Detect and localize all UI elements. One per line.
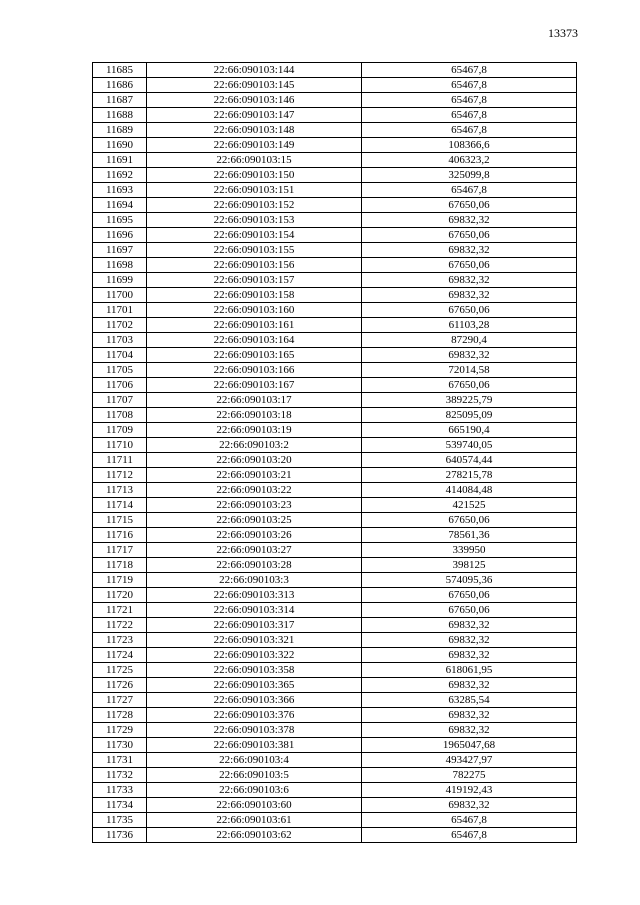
cadastral-number-cell: 22:66:090103:155 [147, 243, 362, 258]
table-row [93, 828, 577, 843]
cadastral-value-cell: 419192,43 [362, 783, 577, 798]
row-number-cell: 11691 [93, 153, 147, 168]
cadastral-value-cell: 69832,32 [362, 288, 577, 303]
row-number-cell: 11734 [93, 798, 147, 813]
cadastral-value-cell: 398125 [362, 558, 577, 573]
row-number-cell: 11702 [93, 318, 147, 333]
cadastral-value-cell: 825095,09 [362, 408, 577, 423]
row-number-cell: 11707 [93, 393, 147, 408]
cadastral-number-cell: 22:66:090103:149 [147, 138, 362, 153]
row-number-cell: 11710 [93, 438, 147, 453]
cadastral-number-cell: 22:66:090103:157 [147, 273, 362, 288]
table-row [93, 783, 577, 798]
row-number-cell: 11720 [93, 588, 147, 603]
cadastral-number-cell: 22:66:090103:2 [147, 438, 362, 453]
cadastral-value-cell: 87290,4 [362, 333, 577, 348]
row-number-cell: 11722 [93, 618, 147, 633]
cadastral-number-cell: 22:66:090103:61 [147, 813, 362, 828]
cadastral-number-cell: 22:66:090103:313 [147, 588, 362, 603]
table-row [93, 528, 577, 543]
cadastral-value-cell: 574095,36 [362, 573, 577, 588]
cadastral-number-cell: 22:66:090103:366 [147, 693, 362, 708]
table-row [93, 633, 577, 648]
row-number-cell: 11695 [93, 213, 147, 228]
cadastral-value-cell: 67650,06 [362, 228, 577, 243]
cadastral-number-cell: 22:66:090103:165 [147, 348, 362, 363]
row-number-cell: 11693 [93, 183, 147, 198]
table-row [93, 168, 577, 183]
row-number-cell: 11685 [93, 63, 147, 78]
table-row [93, 573, 577, 588]
cadastral-number-cell: 22:66:090103:22 [147, 483, 362, 498]
cadastral-value-cell: 65467,8 [362, 78, 577, 93]
table-row [93, 693, 577, 708]
cadastral-number-cell: 22:66:090103:4 [147, 753, 362, 768]
row-number-cell: 11712 [93, 468, 147, 483]
table-row [93, 63, 577, 78]
table-row [93, 543, 577, 558]
cadastral-value-cell: 618061,95 [362, 663, 577, 678]
cadastral-value-cell: 1965047,68 [362, 738, 577, 753]
cadastral-value-cell: 665190,4 [362, 423, 577, 438]
cadastral-value-cell: 67650,06 [362, 198, 577, 213]
cadastral-number-cell: 22:66:090103:27 [147, 543, 362, 558]
cadastral-number-cell: 22:66:090103:144 [147, 63, 362, 78]
table-row [93, 273, 577, 288]
cadastral-value-cell: 69832,32 [362, 723, 577, 738]
cadastral-number-cell: 22:66:090103:145 [147, 78, 362, 93]
row-number-cell: 11726 [93, 678, 147, 693]
cadastral-value-cell: 67650,06 [362, 513, 577, 528]
row-number-cell: 11705 [93, 363, 147, 378]
cadastral-value-cell: 67650,06 [362, 588, 577, 603]
table-row [93, 813, 577, 828]
cadastral-number-cell: 22:66:090103:322 [147, 648, 362, 663]
row-number-cell: 11732 [93, 768, 147, 783]
cadastral-number-cell: 22:66:090103:17 [147, 393, 362, 408]
cadastral-number-cell: 22:66:090103:378 [147, 723, 362, 738]
cadastral-number-cell: 22:66:090103:20 [147, 453, 362, 468]
row-number-cell: 11735 [93, 813, 147, 828]
cadastral-number-cell: 22:66:090103:381 [147, 738, 362, 753]
cadastral-value-cell: 640574,44 [362, 453, 577, 468]
cadastral-value-cell: 406323,2 [362, 153, 577, 168]
page-number: 13373 [548, 26, 578, 40]
row-number-cell: 11692 [93, 168, 147, 183]
cadastral-value-cell: 69832,32 [362, 243, 577, 258]
cadastral-number-cell: 22:66:090103:148 [147, 123, 362, 138]
cadastral-number-cell: 22:66:090103:160 [147, 303, 362, 318]
row-number-cell: 11704 [93, 348, 147, 363]
cadastral-value-cell: 63285,54 [362, 693, 577, 708]
cadastral-number-cell: 22:66:090103:60 [147, 798, 362, 813]
cadastral-value-cell: 69832,32 [362, 678, 577, 693]
table-row [93, 78, 577, 93]
cadastral-value-cell: 389225,79 [362, 393, 577, 408]
row-number-cell: 11721 [93, 603, 147, 618]
table-row [93, 393, 577, 408]
cadastral-number-cell: 22:66:090103:18 [147, 408, 362, 423]
table-row [93, 348, 577, 363]
table-row [93, 648, 577, 663]
cadastral-value-cell: 339950 [362, 543, 577, 558]
cadastral-value-cell: 69832,32 [362, 648, 577, 663]
row-number-cell: 11688 [93, 108, 147, 123]
cadastral-value-cell: 78561,36 [362, 528, 577, 543]
cadastral-value-cell: 65467,8 [362, 183, 577, 198]
row-number-cell: 11717 [93, 543, 147, 558]
cadastral-number-cell: 22:66:090103:6 [147, 783, 362, 798]
cadastral-number-cell: 22:66:090103:147 [147, 108, 362, 123]
row-number-cell: 11730 [93, 738, 147, 753]
row-number-cell: 11713 [93, 483, 147, 498]
cadastral-number-cell: 22:66:090103:62 [147, 828, 362, 843]
cadastral-number-cell: 22:66:090103:5 [147, 768, 362, 783]
cadastral-number-cell: 22:66:090103:150 [147, 168, 362, 183]
table-row [93, 108, 577, 123]
row-number-cell: 11719 [93, 573, 147, 588]
table-row [93, 138, 577, 153]
table-row [93, 708, 577, 723]
cadastral-number-cell: 22:66:090103:15 [147, 153, 362, 168]
table-row [93, 333, 577, 348]
row-number-cell: 11700 [93, 288, 147, 303]
table-row [93, 183, 577, 198]
cadastral-number-cell: 22:66:090103:314 [147, 603, 362, 618]
row-number-cell: 11706 [93, 378, 147, 393]
row-number-cell: 11687 [93, 93, 147, 108]
row-number-cell: 11715 [93, 513, 147, 528]
table-row [93, 798, 577, 813]
cadastral-value-cell: 325099,8 [362, 168, 577, 183]
table-row [93, 468, 577, 483]
row-number-cell: 11727 [93, 693, 147, 708]
cadastral-number-cell: 22:66:090103:154 [147, 228, 362, 243]
table-row [93, 123, 577, 138]
cadastral-number-cell: 22:66:090103:151 [147, 183, 362, 198]
row-number-cell: 11699 [93, 273, 147, 288]
table-row [93, 768, 577, 783]
table-row [93, 513, 577, 528]
row-number-cell: 11709 [93, 423, 147, 438]
table-row [93, 303, 577, 318]
cadastral-value-cell: 65467,8 [362, 123, 577, 138]
cadastral-value-cell: 69832,32 [362, 633, 577, 648]
table-row [93, 603, 577, 618]
cadastral-number-cell: 22:66:090103:321 [147, 633, 362, 648]
cadastral-number-cell: 22:66:090103:23 [147, 498, 362, 513]
table-row [93, 378, 577, 393]
row-number-cell: 11711 [93, 453, 147, 468]
row-number-cell: 11724 [93, 648, 147, 663]
cadastral-value-cell: 278215,78 [362, 468, 577, 483]
table-row [93, 363, 577, 378]
table-row [93, 93, 577, 108]
table-row [93, 228, 577, 243]
cadastral-value-cell: 72014,58 [362, 363, 577, 378]
cadastral-number-cell: 22:66:090103:153 [147, 213, 362, 228]
cadastral-value-cell: 69832,32 [362, 213, 577, 228]
cadastral-value-cell: 65467,8 [362, 108, 577, 123]
table-row [93, 618, 577, 633]
row-number-cell: 11708 [93, 408, 147, 423]
cadastral-value-cell: 67650,06 [362, 303, 577, 318]
row-number-cell: 11686 [93, 78, 147, 93]
cadastral-number-cell: 22:66:090103:152 [147, 198, 362, 213]
cadastral-number-cell: 22:66:090103:365 [147, 678, 362, 693]
table-row [93, 738, 577, 753]
table-row [93, 438, 577, 453]
row-number-cell: 11729 [93, 723, 147, 738]
table-row [93, 288, 577, 303]
table-body [93, 63, 577, 843]
cadastral-number-cell: 22:66:090103:167 [147, 378, 362, 393]
row-number-cell: 11723 [93, 633, 147, 648]
table-row [93, 753, 577, 768]
table-row [93, 258, 577, 273]
row-number-cell: 11689 [93, 123, 147, 138]
cadastral-value-cell: 67650,06 [362, 603, 577, 618]
table-row [93, 243, 577, 258]
table-row [93, 408, 577, 423]
cadastral-number-cell: 22:66:090103:164 [147, 333, 362, 348]
row-number-cell: 11703 [93, 333, 147, 348]
table-row [93, 198, 577, 213]
cadastral-number-cell: 22:66:090103:146 [147, 93, 362, 108]
table-row [93, 723, 577, 738]
cadastral-value-cell: 65467,8 [362, 813, 577, 828]
row-number-cell: 11736 [93, 828, 147, 843]
cadastral-number-cell: 22:66:090103:19 [147, 423, 362, 438]
row-number-cell: 11696 [93, 228, 147, 243]
cadastral-number-cell: 22:66:090103:161 [147, 318, 362, 333]
table-row [93, 498, 577, 513]
table-row [93, 558, 577, 573]
cadastral-number-cell: 22:66:090103:21 [147, 468, 362, 483]
table-row [93, 453, 577, 468]
cadastral-value-cell: 69832,32 [362, 708, 577, 723]
cadastral-value-cell: 69832,32 [362, 348, 577, 363]
cadastral-value-cell: 69832,32 [362, 273, 577, 288]
table-row [93, 213, 577, 228]
row-number-cell: 11697 [93, 243, 147, 258]
row-number-cell: 11725 [93, 663, 147, 678]
cadastral-value-cell: 414084,48 [362, 483, 577, 498]
cadastral-value-cell: 421525 [362, 498, 577, 513]
cadastral-value-cell: 65467,8 [362, 63, 577, 78]
cadastral-number-cell: 22:66:090103:358 [147, 663, 362, 678]
row-number-cell: 11701 [93, 303, 147, 318]
row-number-cell: 11690 [93, 138, 147, 153]
row-number-cell: 11698 [93, 258, 147, 273]
table-row [93, 423, 577, 438]
row-number-cell: 11731 [93, 753, 147, 768]
cadastral-value-cell: 539740,05 [362, 438, 577, 453]
table-row [93, 483, 577, 498]
cadastral-value-cell: 65467,8 [362, 93, 577, 108]
row-number-cell: 11733 [93, 783, 147, 798]
cadastral-value-cell: 108366,6 [362, 138, 577, 153]
cadastral-value-cell: 65467,8 [362, 828, 577, 843]
cadastral-value-cell: 69832,32 [362, 798, 577, 813]
cadastral-number-cell: 22:66:090103:25 [147, 513, 362, 528]
cadastral-number-cell: 22:66:090103:26 [147, 528, 362, 543]
cadastral-value-table [92, 62, 577, 843]
cadastral-number-cell: 22:66:090103:166 [147, 363, 362, 378]
cadastral-value-cell: 67650,06 [362, 378, 577, 393]
cadastral-value-cell: 782275 [362, 768, 577, 783]
row-number-cell: 11728 [93, 708, 147, 723]
cadastral-number-cell: 22:66:090103:376 [147, 708, 362, 723]
cadastral-value-cell: 493427,97 [362, 753, 577, 768]
cadastral-number-cell: 22:66:090103:158 [147, 288, 362, 303]
row-number-cell: 11714 [93, 498, 147, 513]
table-row [93, 588, 577, 603]
cadastral-number-cell: 22:66:090103:317 [147, 618, 362, 633]
cadastral-value-cell: 61103,28 [362, 318, 577, 333]
table-row [93, 663, 577, 678]
table-row [93, 318, 577, 333]
cadastral-number-cell: 22:66:090103:156 [147, 258, 362, 273]
cadastral-number-cell: 22:66:090103:3 [147, 573, 362, 588]
row-number-cell: 11694 [93, 198, 147, 213]
table-row [93, 153, 577, 168]
table-row [93, 678, 577, 693]
row-number-cell: 11718 [93, 558, 147, 573]
row-number-cell: 11716 [93, 528, 147, 543]
cadastral-number-cell: 22:66:090103:28 [147, 558, 362, 573]
cadastral-value-cell: 69832,32 [362, 618, 577, 633]
cadastral-value-cell: 67650,06 [362, 258, 577, 273]
